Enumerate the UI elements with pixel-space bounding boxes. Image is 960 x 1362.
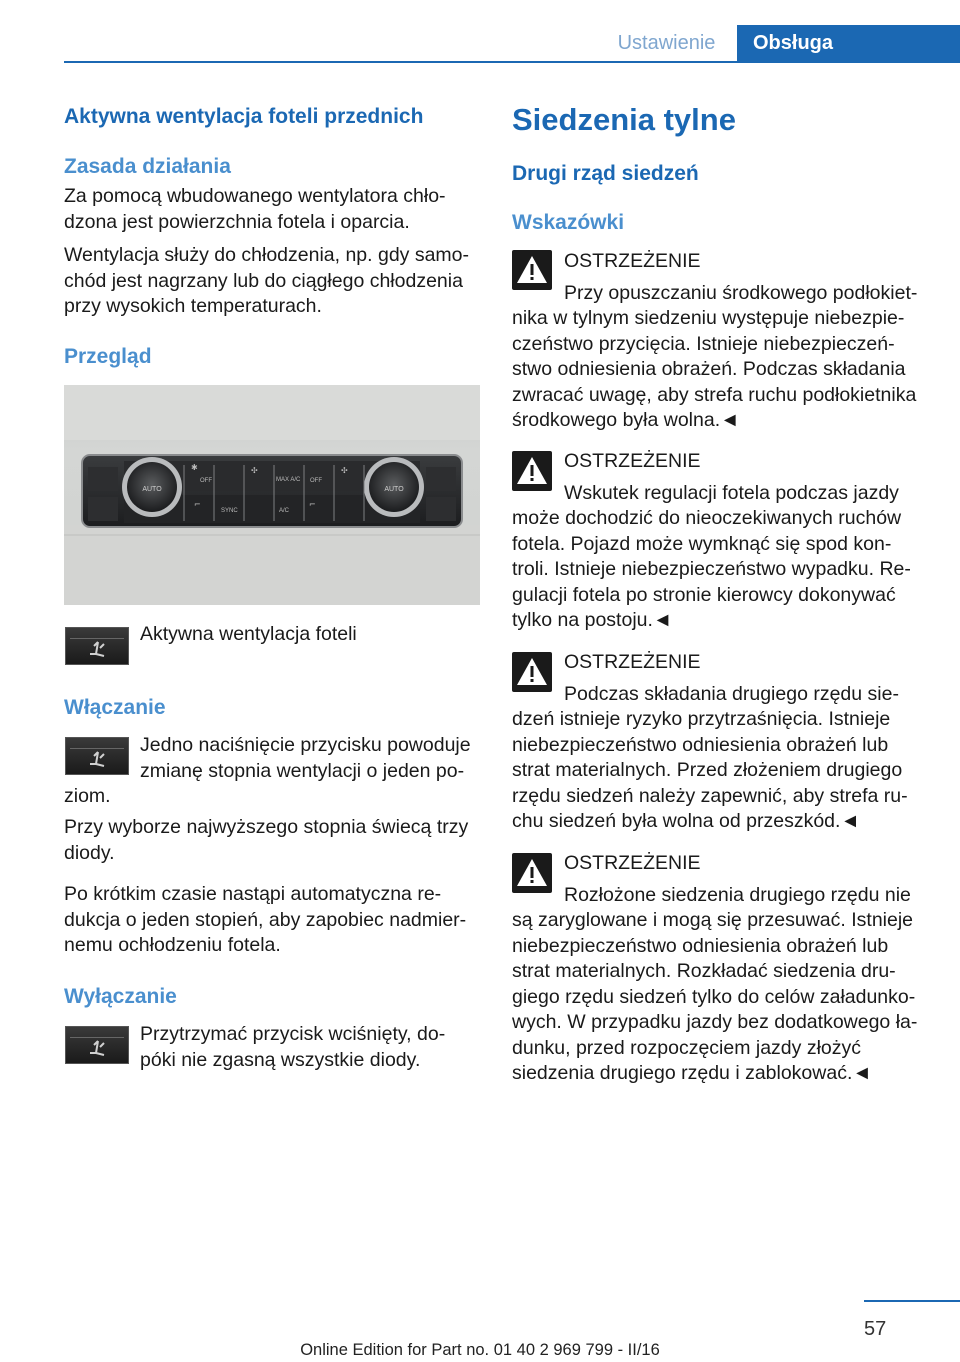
paragraph-principle-2: Wentylacja służy do chłodzenia, np. gdy samo- chód jest nagrzany lub do ciągłego chłodzenia przy wysokich temperaturach. bbox=[64, 244, 470, 317]
warning-icon bbox=[512, 451, 552, 491]
warning-label-3: OSTRZEŻENIE bbox=[564, 651, 701, 673]
left-knob-auto-label: AUTO bbox=[142, 486, 162, 493]
climate-panel-illustration bbox=[64, 385, 480, 605]
paragraph-on-1b: ziom. bbox=[64, 785, 111, 807]
fan-icon-1: ✣ bbox=[251, 466, 258, 475]
warning-icon bbox=[512, 853, 552, 893]
seat-ventilation-button-icon bbox=[65, 627, 129, 665]
heading-switch-off: Wyłączanie bbox=[64, 985, 177, 1008]
icon-caption: Aktywna wentylacja foteli bbox=[140, 623, 357, 645]
right-off-label: OFF bbox=[310, 478, 322, 484]
paragraph-principle-1: Za pomocą wbudowanego wentylatora chło- dzona jest powierzchnia fotela i oparcia. bbox=[64, 185, 446, 233]
sync-label: SYNC bbox=[221, 508, 238, 514]
footer-rule bbox=[864, 1300, 960, 1302]
warning-2-line-1: Wskutek regulacji fotela podczas jazdy bbox=[564, 482, 899, 504]
paragraph-on-2: Przy wyborze najwyższego stopnia świecą trzy diody. bbox=[64, 816, 469, 864]
warning-4-body: są zaryglowane i mogą się przesuwać. Istnieje niebezpieczeństwo odniesienia obrażeń lub strat materialnych. Rozkładać siedzenia dru- giego rzędu siedzeń tylko do celów załadunko- wych. W przypadku jazdy bez dodatkowego ła- dunku, przed rozpoczęciem jazdy złożyć siedzenia drugiego rzędu i zablokować.◄ bbox=[512, 909, 918, 1084]
warning-icon bbox=[512, 250, 552, 290]
heading-overview: Przegląd bbox=[64, 345, 152, 368]
heading-principle: Zasada działania bbox=[64, 155, 231, 178]
warning-3-line-1: Podczas składania drugiego rzędu sie- bbox=[564, 683, 899, 705]
warning-icon bbox=[512, 652, 552, 692]
seat-heat-icon-1: ✱ bbox=[191, 463, 198, 472]
warning-label-2: OSTRZEŻENIE bbox=[564, 450, 701, 472]
warning-3-body: dzeń istnieje ryzyko przytrzaśnięcia. Istnieje niebezpieczeństwo odniesienia obrażeń lub strat materialnych. Przed złożeniem drugiego rzędu siedzeń należy zapewnić, aby strefa ru- chu siedzeń była wolna od przeszkód.◄ bbox=[512, 708, 908, 832]
page-number: 57 bbox=[864, 1318, 887, 1340]
paragraph-on-1a: Jedno naciśnięcie przycisku powoduje zmianę stopnia wentylacji o jeden po- bbox=[140, 734, 471, 782]
right-knob-auto-label: AUTO bbox=[384, 486, 404, 493]
fan-icon-2: ✣ bbox=[341, 466, 348, 475]
seat-ventilation-button-icon-off bbox=[65, 1026, 129, 1064]
warning-4-line-1: Rozłożone siedzenia drugiego rzędu nie bbox=[564, 884, 911, 906]
seat-ventilation-button-icon-on bbox=[65, 737, 129, 775]
warning-label-4: OSTRZEŻENIE bbox=[564, 852, 701, 874]
header-section-tab: Ustawienie bbox=[617, 32, 716, 54]
climate-panel-photo bbox=[64, 385, 480, 605]
heading-switch-on: Włączanie bbox=[64, 696, 166, 719]
ac-label: A/C bbox=[279, 508, 290, 514]
section-title-seat-ventilation: Aktywna wentylacja foteli przednich bbox=[64, 105, 424, 128]
footer-edition: Online Edition for Part no. 01 40 2 969 799 - II/16 bbox=[300, 1341, 660, 1359]
warning-1-body: nika w tylnym siedzeniu występuje niebezpie- czeństwo przycięcia. Istnieje niebezpieczeń- stwo odniesienia obrażeń. Podczas składania zwracać uwagę, aby strefa ruchu podłokietnika środkowego była wolna.◄ bbox=[512, 307, 917, 431]
paragraph-off-1: Przytrzymać przycisk wciśnięty, do- póki nie zgasną wszystkie diody. bbox=[140, 1023, 446, 1071]
header-rule bbox=[64, 61, 960, 63]
heading-notes: Wskazówki bbox=[512, 211, 625, 234]
warning-label-1: OSTRZEŻENIE bbox=[564, 250, 701, 272]
max-ac-label: MAX A/C bbox=[276, 477, 301, 483]
seat-icon-1: ⌐ bbox=[194, 500, 201, 509]
seat-icon-2: ⌐ bbox=[309, 500, 316, 509]
paragraph-on-3: Po krótkim czasie nastąpi automatyczna re- dukcja o jeden stopień, aby zapobiec nadmier- nemu ochłodzeniu fotela. bbox=[64, 883, 467, 956]
left-off-label: OFF bbox=[200, 478, 212, 484]
warning-1-line-1: Przy opuszczaniu środkowego podłokiet- bbox=[564, 282, 918, 304]
section-title-rear-seats: Siedzenia tylne bbox=[512, 102, 736, 137]
header-chapter-tab: Obsługa bbox=[737, 25, 960, 61]
heading-second-row: Drugi rząd siedzeń bbox=[512, 162, 699, 185]
warning-2-body: może dochodzić do nieoczekiwanych ruchów fotela. Pojazd może wymknąć się spod kon- troli. Istnieje niebezpieczeństwo wypadku. Re- gulacji fotela po stronie kierowcy dokonywać tylko na postoju.◄ bbox=[512, 507, 911, 631]
